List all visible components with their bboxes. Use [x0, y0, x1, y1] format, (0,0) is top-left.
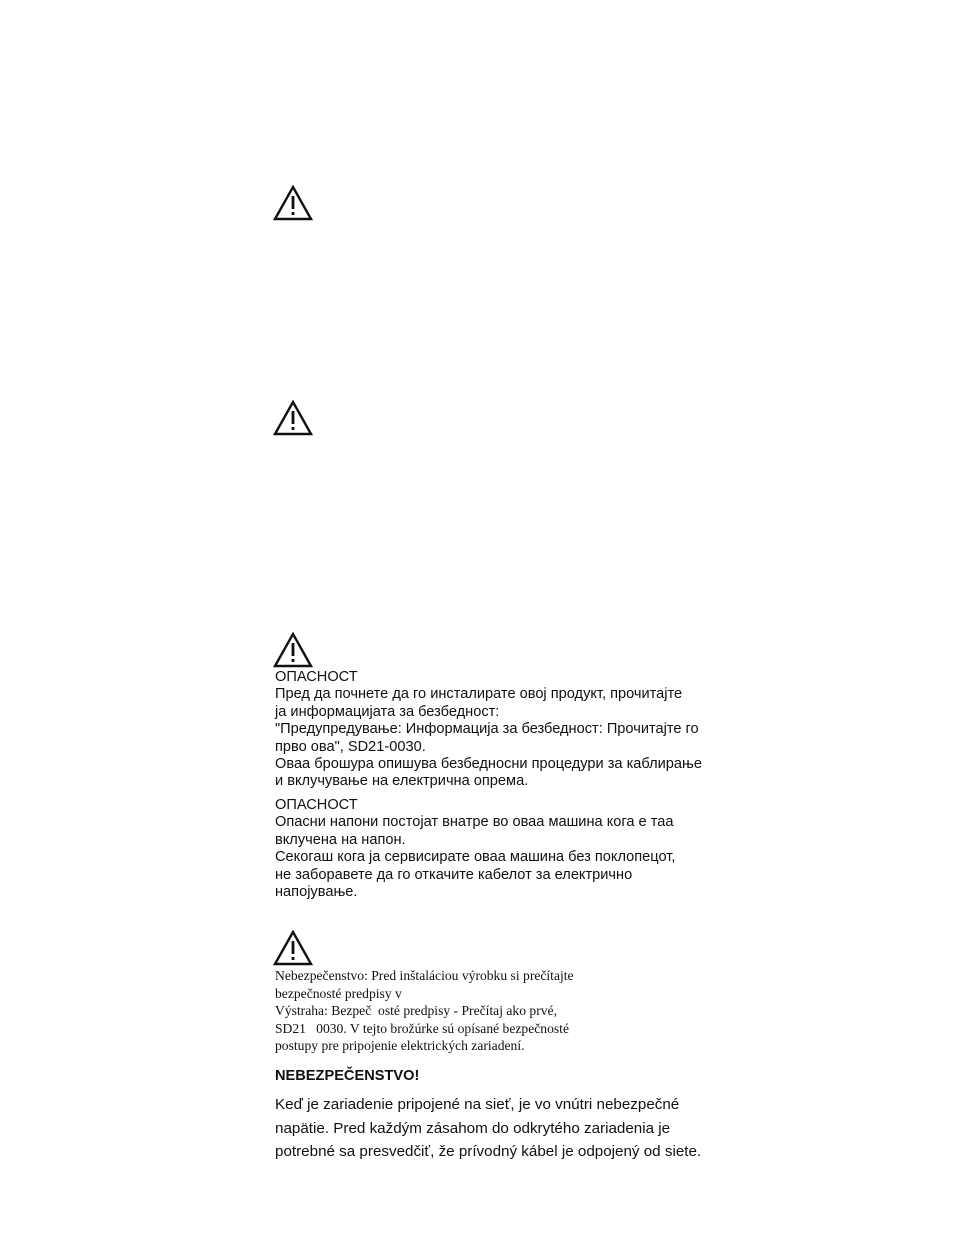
- danger-heading: NEBEZPEČENSTVO!: [275, 1068, 420, 1084]
- notice-line: и вклучување на електрична опрема.: [275, 773, 529, 790]
- notice-line: Výstraha: Bezpeč osté predpisy - Prečítaj ako prvé,: [275, 1003, 557, 1019]
- notice-line: Секогаш кога ја сервисирате оваа машина без поклопецот,: [275, 849, 676, 866]
- warning-triangle-icon: [273, 400, 313, 436]
- notice-line: bezpečnosté predpisy v: [275, 985, 402, 1001]
- notice-line: Keď je zariadenie pripojené na sieť, je vo vnútri nebezpečné: [275, 1096, 680, 1113]
- danger-heading: ОПАСНОСТ: [275, 669, 358, 685]
- mk-danger-notice-install: [275, 669, 795, 791]
- notice-line: напојување.: [275, 884, 358, 901]
- mk-danger-notice-voltage: [275, 797, 795, 901]
- notice-line: не заборавете да го откачите кабелот за електрично: [275, 866, 633, 883]
- notice-line: "Предупредување: Информација за безбедност: Прочитајте го: [275, 721, 699, 738]
- warning-triangle-icon: [273, 185, 313, 221]
- notice-line: napätie. Pred každým zásahom do odkrytého zariadenia je: [275, 1119, 671, 1137]
- notice-line: SD21 0030. V tejto brožúrke sú opísané bezpečnosté: [275, 1020, 569, 1036]
- notice-line: postupy pre pripojenie elektrických zariadení.: [275, 1038, 525, 1054]
- warning-triangle-icon: [273, 632, 313, 668]
- warning-triangle-icon: [273, 930, 313, 966]
- notice-line: Опасни напони постојат внатре во оваа машина кога е таа: [275, 814, 674, 831]
- notice-line: Оваа брошура опишува безбедносни процедури за каблирање: [275, 756, 703, 773]
- danger-heading: ОПАСНОСТ: [275, 797, 358, 813]
- notice-line: вклучена на напон.: [275, 831, 406, 848]
- sk-safety-notice: [275, 967, 795, 1055]
- notice-line: Пред да почнете да го инсталирате овој продукт, прочитајте: [275, 686, 683, 703]
- notice-line: potrebné sa presvedčiť, že prívodný kábel je odpojený od siete.: [275, 1143, 702, 1160]
- sk-danger-notice: [275, 1068, 795, 1164]
- notice-line: Nebezpečenstvo: Pred inštaláciou výrobku si prečítajte: [275, 968, 574, 983]
- notice-line: ја информацијата за безбедност:: [275, 703, 500, 720]
- notice-line: прво ова", SD21-0030.: [275, 738, 426, 755]
